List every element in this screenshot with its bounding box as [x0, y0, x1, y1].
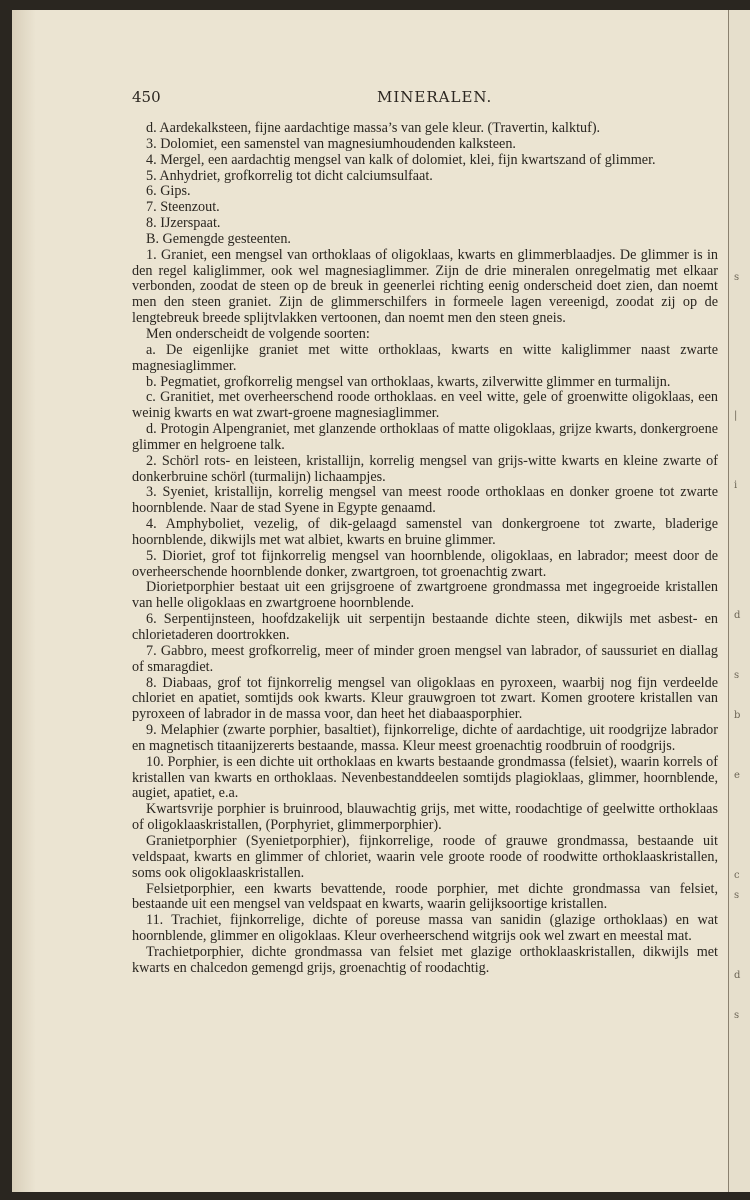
paragraph-soorten: Men onderscheidt de volgende soorten: [146, 325, 370, 342]
next-page-edge: s | i d s b e c s d s [728, 10, 750, 1192]
item-4-amphyboliet: 4. Amphyboliet, vezelig, of dik-gelaagd samenstel van donkergroene tot zwarte, bladerige hoornblende, dikwijls met wat albiet, kwarts en bruine glimmer. [132, 516, 718, 548]
body-text [132, 121, 718, 977]
item-b-pegmatiet: b. Pegmatiet, grofkorrelig mengsel van orthoklaas, kwarts, zilverwitte glimmer en turmalijn. [146, 373, 671, 390]
paragraph-felsietporphier: Felsietporphier, een kwarts bevattende, roode porphier, met dichte grondmassa van felsiet, bestaande uit een mengsel van veldspaat en kwarts, waarin gelijksoortige kristallen. [132, 880, 718, 913]
running-title: MINERALEN. [377, 88, 493, 106]
item-3-syeniet: 3. Syeniet, kristallijn, korrelig mengsel van meest roode orthoklaas en donker groene tot zwarte hoornblende. Naar de stad Syene in Egypte genaamd. [132, 484, 718, 517]
item-10-porphier: 10. Porphier, is een dichte uit orthoklaas en kwarts bestaande grondmassa (felsiet), waarin korrels of kristallen van kwarts en orthoklaas. Nevenbestanddeelen somtijds plagioklaas, glimmer, hoornblende, augiet, apatiet, e.a. [132, 753, 718, 802]
paragraph-kwartsvrije: Kwartsvrije porphier is bruinrood, blauwachtig grijs, met witte, roodachtige of geelwitte orthoklaas of oligoklaaskristallen, (Porphyriet, glimmerporphier). [132, 801, 718, 834]
paragraph-trachietporphier: Trachietporphier, dichte grondmassa van felsiet met glazige orthoklaaskristallen, dikwijls met kwarts en chalcedon gemengd grijs, groenachtig of roodachtig. [132, 943, 718, 976]
page-gutter [12, 10, 36, 1192]
page-header [132, 88, 702, 108]
item-7-gabbro: 7. Gabbro, meest grofkorrelig, meer of minder groen mengsel van labrador, of saussuriet en diallag of smaragdiet. [132, 642, 718, 675]
paragraph-granietporphier: Granietporphier (Syenietporphier), fijnkorrelige, roode of grauwe grondmassa, bestaande uit veldspaat, kwarts en glimmer of chloriet, waarin vele groote roode of roodwitte orthoklaaskristallen, soms ook oligoklaaskristallen. [132, 832, 718, 881]
item-5-anhydriet: 5. Anhydriet, grofkorrelig tot dicht calciumsulfaat. [146, 167, 433, 184]
item-4-mergel: 4. Mergel, een aardachtig mengsel van kalk of dolomiet, klei, fijn kwartszand of glimmer. [146, 151, 656, 168]
item-3-dolomiet: 3. Dolomiet, een samenstel van magnesiumhoudenden kalksteen. [146, 135, 516, 152]
item-11-trachiet: 11. Trachiet, fijnkorrelige, dichte of poreuse massa van sanidin (glazige orthoklaas) en wat hoornblende, glimmer en oligoklaas. Kleur overheerschend witgrijs ook wel zwart en meestal mat. [132, 912, 718, 945]
item-5-dioriet: 5. Dioriet, grof tot fijnkorrelig mengsel van hoornblende, oligoklaas, en labrador; meest door de overheerschende hoornblende donker, zwartgroen, tot groenachtig zwart. [132, 547, 718, 580]
item-a-graniet: a. De eigenlijke graniet met witte orthoklaas, kwarts en witte kaliglimmer naast zwarte magnesiaglimmer. [132, 341, 718, 374]
item-d-protogin: d. Protogin Alpengraniet, met glanzende orthoklaas of matte oligoklaas, grijze kwarts, donkergroene glimmer en helgroene talk. [132, 421, 718, 453]
item-9-melaphier: 9. Melaphier (zwarte porphier, basaltiet), fijnkorrelige, dichte of aardachtige, uit roodgrijze labrador en magnetisch titaanijzererts bestaande, massa. Kleur meest groenachtig roodbruin of roodgrijs. [132, 722, 718, 754]
page-number: 450 [132, 88, 161, 106]
item-c-granitiet: c. Granitiet, met overheerschend roode orthoklaas. en veel witte, gele of groenwitte oligoklaas, een weinig kwarts en wat zwart-groene magnesiaglimmer. [132, 389, 718, 422]
item-7-steenzout: 7. Steenzout. [146, 199, 220, 216]
item-1-graniet: 1. Graniet, een mengsel van orthoklaas of oligoklaas, kwarts en glimmerblaadjes. De glimmer is in den regel kaliglimmer, ook wel magnesiaglimmer. Zijn de drie mineralen onregelmatig met elkaar verbonden, zoodat de steen op de breuk in geenerlei richting eenig onderscheid doet zien, dan noemt men den steen graniet. Zijn de glimmerschilfers in formeele lagen vereenigd, zoodat zij op de lengtebreuk breede splijtvlakken vertoonen, dan noemt men den steen gneis. [132, 246, 718, 327]
item-8-diabaas: 8. Diabaas, grof tot fijnkorrelig mengsel van oligoklaas en pyroxeen, waarbij nog fijn verdeelde chloriet en apatiet, somtijds ook kwarts. Kleur grauwgroen tot zwart. Komen grootere kristallen van pyroxeen of labrador in de massa voor, dan heet het diabaasporphier. [132, 674, 718, 723]
item-2-schorl: 2. Schörl rots- en leisteen, kristallijn, korrelig mengsel van grijs-witte kwarts en kleine zwarte of donkerbruine schörl (turmalijn) lichaampjes. [132, 452, 718, 485]
section-heading-b: B. Gemengde gesteenten. [146, 230, 291, 247]
item-8-ijzerspaat: 8. IJzerspaat. [146, 215, 221, 232]
paragraph-diorietporphier: Diorietporphier bestaat uit een grijsgroene of zwartgroene grondmassa met ingegroeide kristallen van helle oligoklaas en zwartgroene hoornblende. [132, 579, 718, 612]
item-d-aardekalksteen: d. Aardekalksteen, fijne aardachtige massa’s van gele kleur. (Travertin, kalktuf). [146, 120, 601, 136]
item-6-serpentijnsteen: 6. Serpentijnsteen, hoofdzakelijk uit serpentijn bestaande dichte steen, dikwijls met asbest- en chlorietaderen doortrokken. [132, 611, 718, 643]
item-6-gips: 6. Gips. [146, 183, 191, 200]
